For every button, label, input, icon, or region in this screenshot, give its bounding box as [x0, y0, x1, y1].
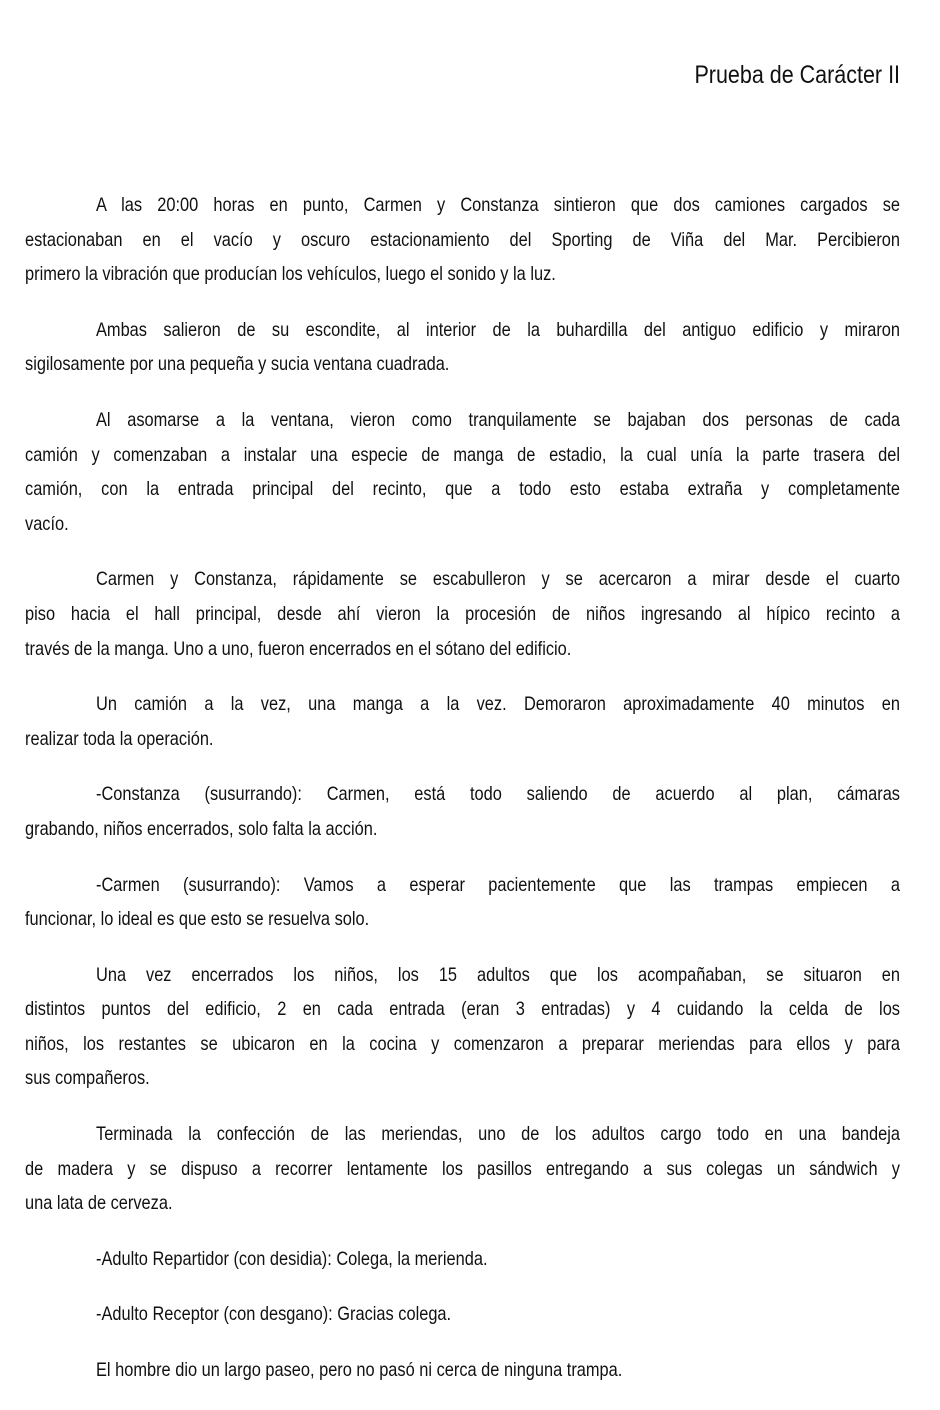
paragraph	[25, 313, 900, 382]
line-text: vacío.	[25, 512, 69, 535]
line-text: El hombre dio un largo paseo, pero no pasó ni cerca de ninguna trampa.	[96, 1359, 623, 1382]
text-line	[25, 188, 900, 223]
line-text: estacionaban en el vacío y oscuro estacionamiento del Sporting de Viña del Mar. Percibieron	[25, 228, 901, 251]
text-line	[25, 1117, 900, 1152]
text-line	[25, 347, 900, 382]
paragraph-spacer	[25, 1096, 900, 1117]
text-line	[25, 507, 900, 542]
line-text: realizar toda la operación.	[25, 727, 214, 750]
paragraph	[25, 403, 900, 541]
text-line	[25, 1186, 900, 1221]
text-line	[25, 687, 900, 722]
paragraph-spacer	[25, 1221, 900, 1242]
text-line	[25, 472, 900, 507]
paragraph	[25, 562, 900, 666]
line-text: distintos puntos del edificio, 2 en cada entrada (eran 3 entradas) y 4 cuidando la celda de los	[25, 998, 901, 1021]
line-text: piso hacia el hall principal, desde ahí vieron la procesión de niños ingresando al hípico recinto a	[25, 602, 901, 625]
line-text: Terminada la confección de las meriendas, uno de los adultos cargo todo en una bandeja	[96, 1123, 901, 1146]
text-line	[25, 722, 900, 757]
line-text: -Adulto Receptor (con desgano): Gracias colega.	[96, 1303, 452, 1326]
text-line	[25, 1061, 900, 1096]
paragraph-spacer	[25, 1276, 900, 1297]
paragraph	[25, 1242, 900, 1277]
paragraph-spacer	[25, 1332, 900, 1353]
text-line	[25, 597, 900, 632]
text-line	[25, 902, 900, 937]
paragraph-spacer	[25, 541, 900, 562]
text-line	[25, 958, 900, 993]
line-text: camión, con la entrada principal del recinto, que a todo esto estaba extraña y completamente	[25, 478, 900, 501]
line-text: niños, los restantes se ubicaron en la cocina y comenzaron a preparar meriendas para ellos y para	[25, 1032, 900, 1055]
paragraph-spacer	[25, 937, 900, 958]
line-text: camión y comenzaban a instalar una especie de manga de estadio, la cual unía la parte trasera del	[25, 443, 900, 466]
paragraph-spacer	[25, 666, 900, 687]
line-text: -Adulto Repartidor (con desidia): Colega, la merienda.	[96, 1247, 488, 1270]
text-line	[25, 1353, 900, 1388]
text-line	[25, 868, 900, 903]
paragraph-spacer	[25, 382, 900, 403]
paragraph	[25, 1353, 900, 1388]
text-line	[25, 812, 900, 847]
line-text: Al asomarse a la ventana, vieron como tranquilamente se bajaban dos personas de cada	[96, 408, 901, 431]
document-body	[25, 188, 900, 1388]
line-text: -Carmen (susurrando): Vamos a esperar pacientemente que las trampas empiecen a	[96, 873, 900, 896]
line-text: Un camión a la vez, una manga a la vez. Demoraron aproximadamente 40 minutos en	[96, 693, 900, 716]
paragraph-spacer	[25, 756, 900, 777]
line-text: sus compañeros.	[25, 1067, 150, 1090]
line-text: través de la manga. Uno a uno, fueron encerrados en el sótano del edificio.	[25, 637, 572, 660]
paragraph	[25, 1117, 900, 1221]
line-text: de madera y se dispuso a recorrer lentamente los pasillos entregando a sus colegas un sándwich y	[25, 1157, 901, 1180]
line-text: A las 20:00 horas en punto, Carmen y Constanza sintieron que dos camiones cargados se	[96, 194, 900, 216]
paragraph	[25, 868, 900, 937]
line-text: -Constanza (susurrando): Carmen, está todo saliendo de acuerdo al plan, cámaras	[96, 783, 900, 806]
text-line	[25, 257, 900, 292]
paragraph	[25, 188, 900, 292]
text-line	[25, 313, 900, 348]
line-text: Una vez encerrados los niños, los 15 adultos que los acompañaban, se situaron en	[96, 963, 900, 986]
paragraph	[25, 777, 900, 846]
paragraph	[25, 1297, 900, 1332]
paragraph-spacer	[25, 292, 900, 313]
paragraph-spacer	[25, 847, 900, 868]
paragraph	[25, 687, 900, 756]
line-text: sigilosamente por una pequeña y sucia ventana cuadrada.	[25, 353, 450, 376]
paragraph	[25, 958, 900, 1096]
line-text: grabando, niños encerrados, solo falta la acción.	[25, 817, 378, 840]
text-line	[25, 223, 900, 258]
text-line	[25, 632, 900, 667]
text-line	[25, 403, 900, 438]
line-text: funcionar, lo ideal es que esto se resuelva solo.	[25, 908, 370, 931]
line-text: Carmen y Constanza, rápidamente se escabulleron y se acercaron a mirar desde el cuarto	[96, 568, 901, 591]
line-text: Ambas salieron de su escondite, al interior de la buhardilla del antiguo edificio y miraron	[96, 318, 900, 341]
text-line	[25, 562, 900, 597]
line-text: una lata de cerveza.	[25, 1192, 173, 1215]
line-text: primero la vibración que producían los vehículos, luego el sonido y la luz.	[25, 263, 556, 286]
text-line	[25, 438, 900, 473]
text-line	[25, 777, 900, 812]
text-line	[25, 1027, 900, 1062]
text-line	[25, 1152, 900, 1187]
page-title: Prueba de Carácter II	[694, 61, 900, 89]
text-line	[25, 992, 900, 1027]
text-line	[25, 1297, 900, 1332]
text-line	[25, 1242, 900, 1277]
